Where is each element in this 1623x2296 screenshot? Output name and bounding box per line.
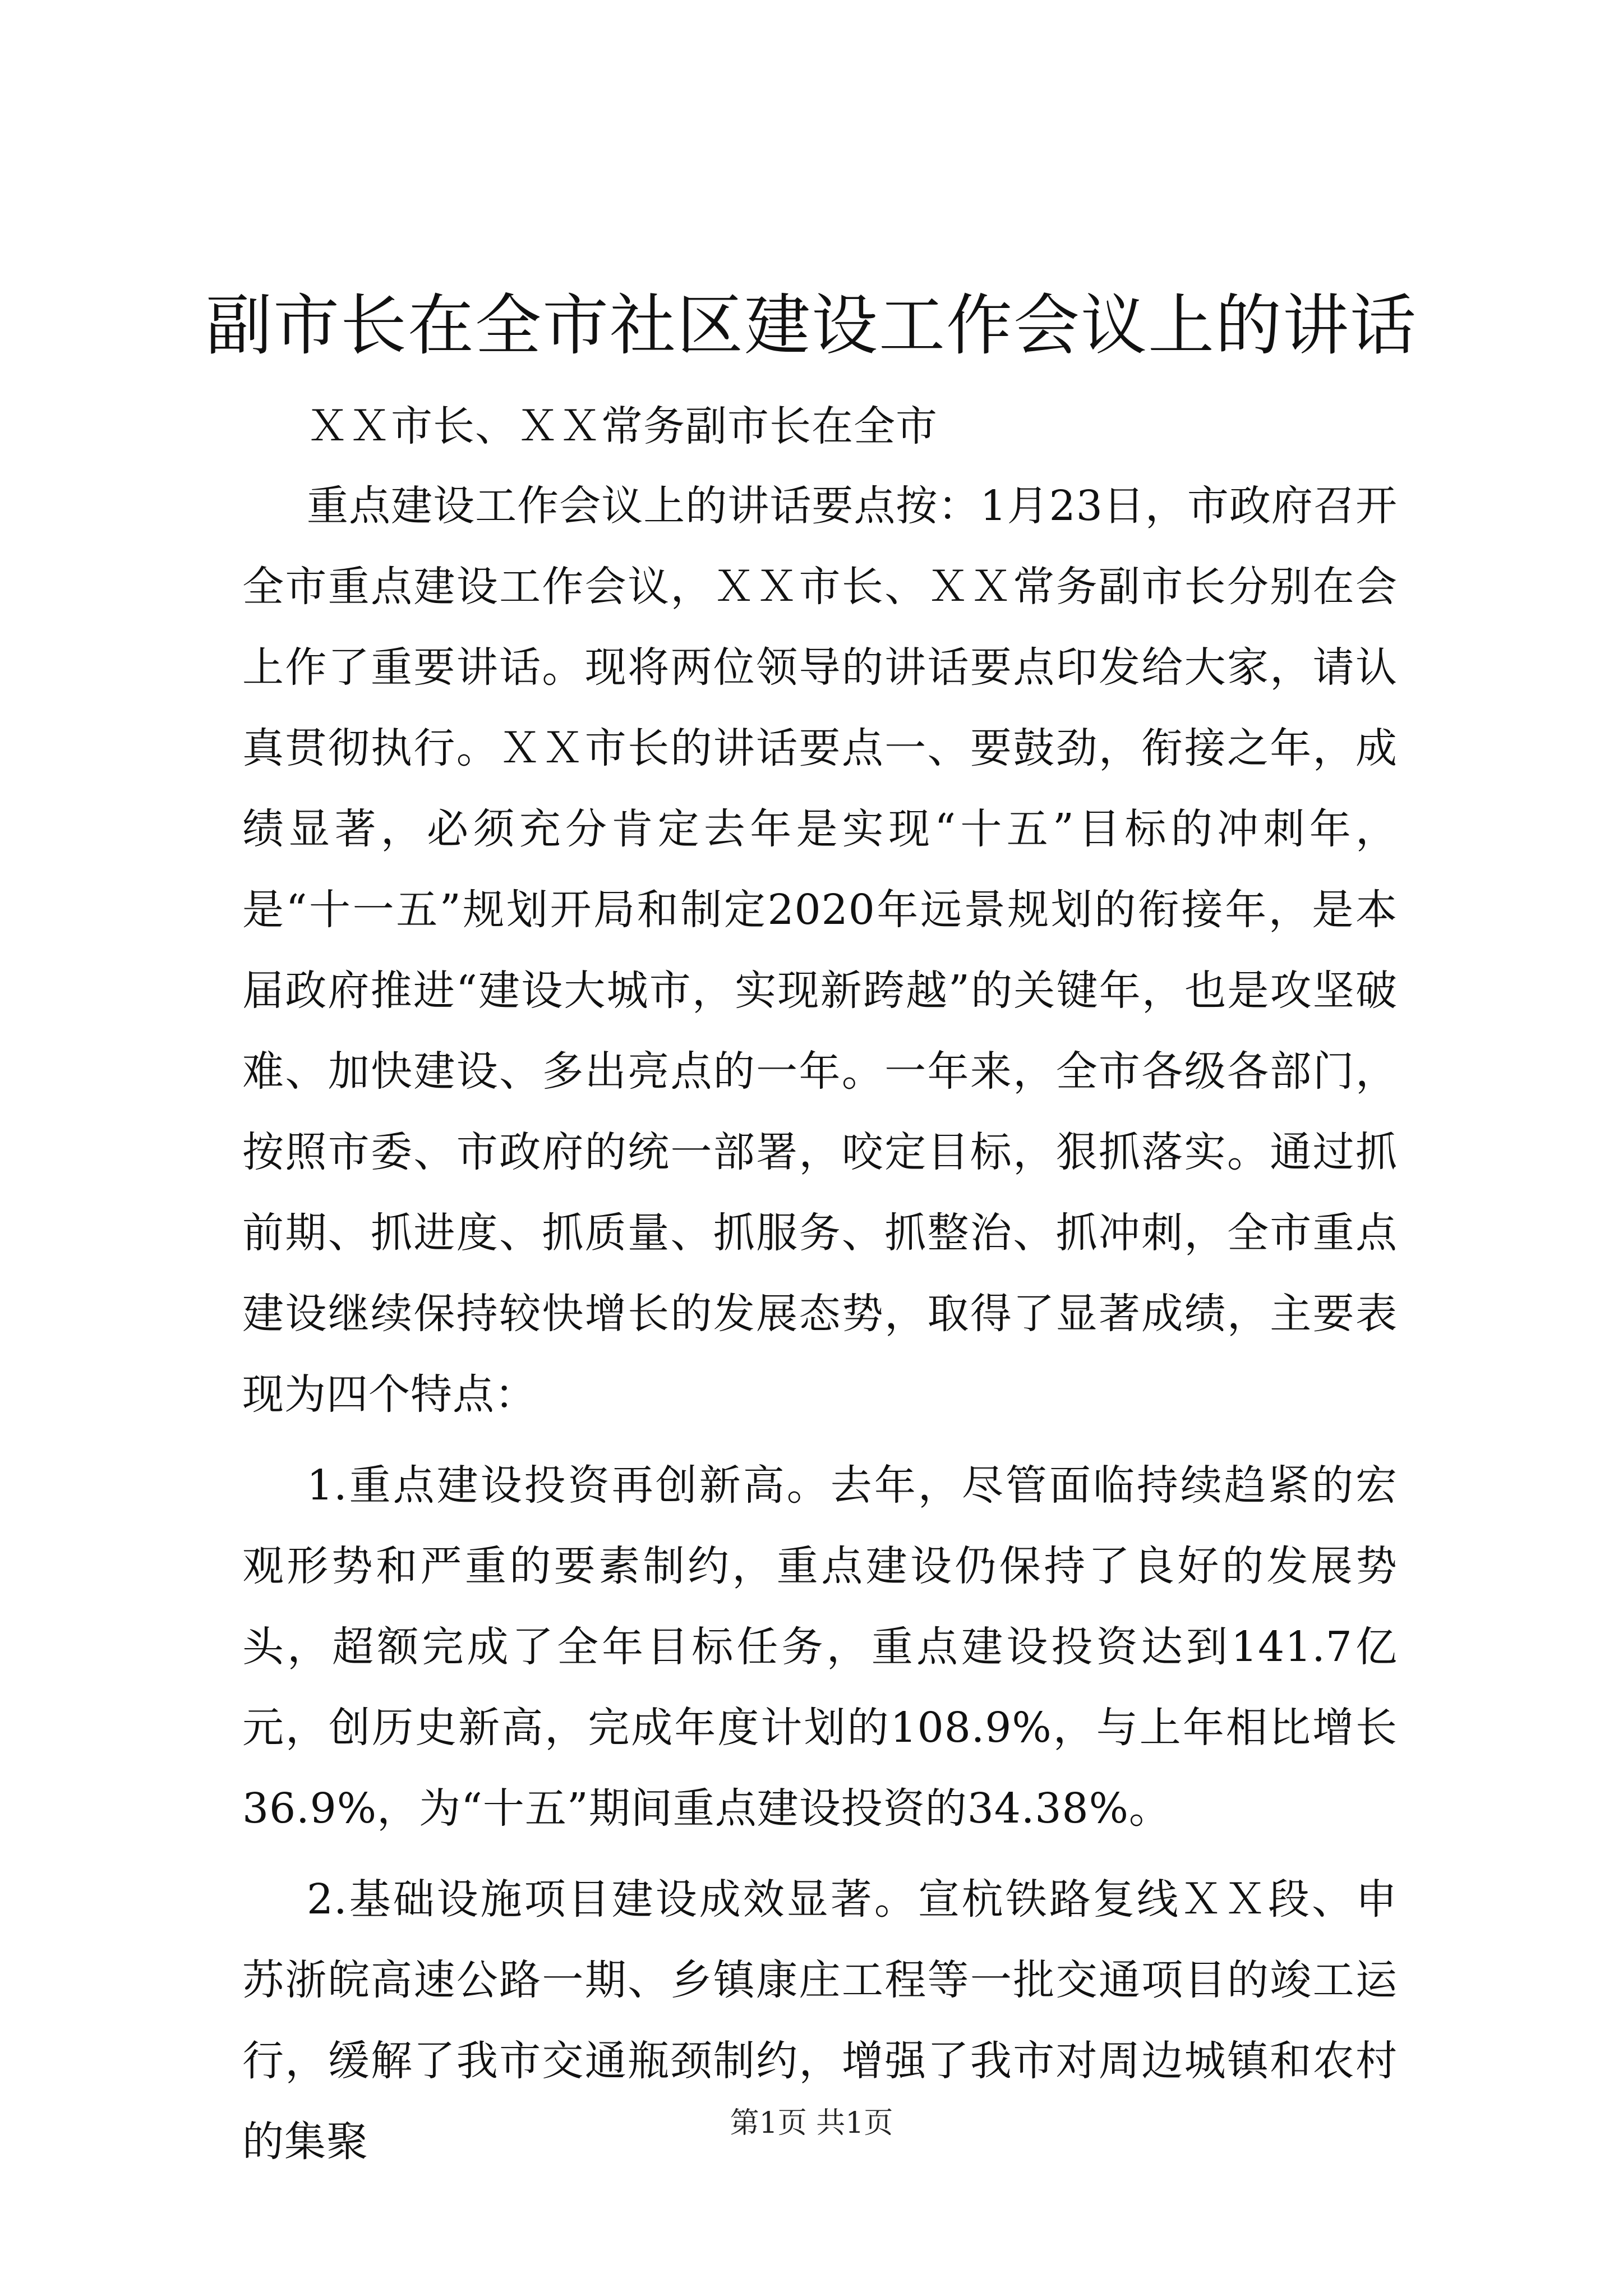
paragraph-point-2: 2.基础设施项目建设成效显著。宣杭铁路复线ＸＸ段、申苏浙皖高速公路一期、乡镇康庄工程等一批交通项目的竣工运行，缓解了我市交通瓶颈制约，增强了我市对周边城镇和农村的集聚 bbox=[242, 1875, 1398, 2166]
paragraph-point-1: 1.重点建设投资再创新高。去年，尽管面临持续趋紧的宏观形势和严重的要素制约，重点建设仍保持了良好的发展势头，超额完成了全年目标任务，重点建设投资达到141.7亿元，创历史新高，完成年度计划的108.9%，与上年相比增长36.9%，为“十五”期间重点建设投资的34.38%。 bbox=[242, 1461, 1398, 1833]
document-subtitle: ＸＸ市长、ＸＸ常务副市长在全市 bbox=[307, 402, 938, 450]
document-title: 副市长在全市社区建设工作会议上的讲话 bbox=[205, 287, 1417, 364]
document-body bbox=[242, 387, 1398, 2182]
page-footer: 第1页 共1页 bbox=[730, 2106, 893, 2140]
paragraph-intro: 重点建设工作会议上的讲话要点按：1月23日，市政府召开全市重点建设工作会议，ＸＸ市长、ＸＸ常务副市长分别在会上作了重要讲话。现将两位领导的讲话要点印发给大家，请认真贯彻执行。ＸＸ市长的讲话要点一、要鼓劲，衔接之年，成绩显著，必须充分肯定去年是实现“十五”目标的冲刺年，是“十一五”规划开局和制定2020年远景规划的衔接年，是本届政府推进“建设大城市，实现新跨越”的关键年，也是攻坚破难、加快建设、多出亮点的一年。一年来，全市各级各部门，按照市委、市政府的统一部署，咬定目标，狠抓落实。通过抓前期、抓进度、抓质量、抓服务、抓整治、抓冲刺，全市重点建设继续保持较快增长的发展态势，取得了显著成绩，主要表现为四个特点： bbox=[242, 482, 1398, 1419]
